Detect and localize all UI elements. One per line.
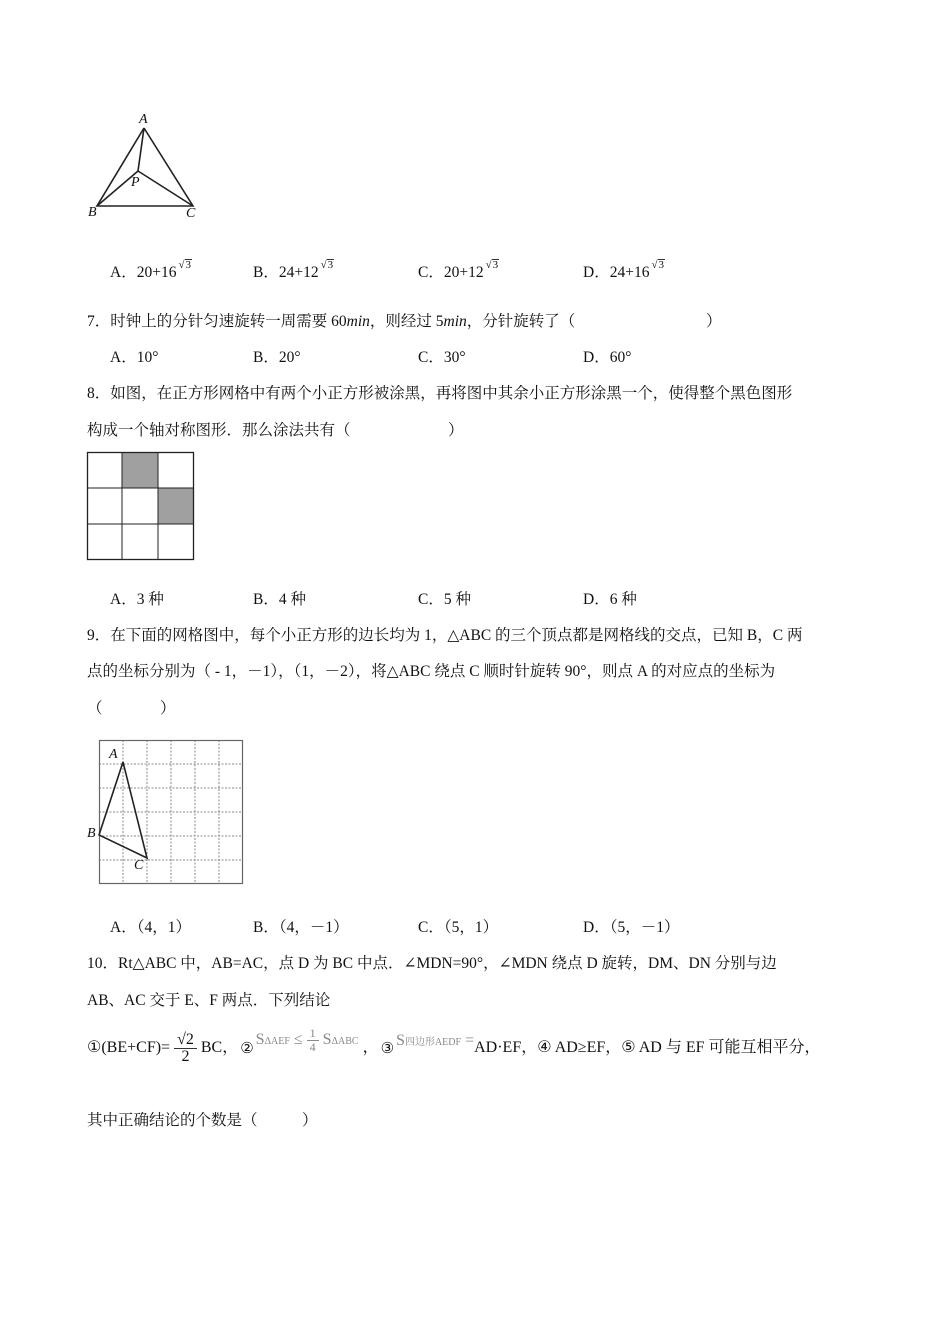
area-symbol: S bbox=[255, 1030, 265, 1048]
q9-label-c: C bbox=[134, 858, 144, 873]
option-value: 24+16 bbox=[609, 264, 650, 281]
q6-label-c: C bbox=[186, 206, 196, 221]
option-label: A．10° bbox=[110, 349, 159, 366]
option-label: D．（5，－1） bbox=[583, 919, 680, 936]
q10-answer-blank-close: ） bbox=[302, 1112, 318, 1129]
conclusion-1-prefix: ①(BE+CF)= bbox=[87, 1039, 171, 1056]
sqrt-radicand: 3 bbox=[492, 259, 499, 271]
q10-question-line4: 其中正确结论的个数是（ bbox=[87, 1112, 258, 1129]
fraction-numerator: √2 bbox=[174, 1032, 197, 1049]
triangle-apc-figure bbox=[80, 100, 220, 230]
q8-option-d[interactable] bbox=[583, 590, 637, 610]
option-label: A．3 种 bbox=[110, 591, 164, 608]
q6-option-a[interactable]: A．20+16 $^{√3}$ bbox=[110, 259, 191, 281]
subscript-abc: ΔABC bbox=[331, 1035, 359, 1047]
area-symbol: S bbox=[322, 1030, 332, 1048]
sqrt-radicand: 3 bbox=[327, 259, 334, 271]
subscript-aef: ΔAEF bbox=[264, 1035, 290, 1047]
q9-option-d[interactable] bbox=[583, 918, 679, 938]
q10-conclusions bbox=[87, 1025, 821, 1068]
option-value: 20+16 bbox=[136, 264, 177, 281]
option-letter: B． bbox=[253, 264, 279, 281]
q10-question-line1: 10．Rt△ABC 中，AB=AC，点 D 为 BC 中点．∠MDN=90°，∠MDN 绕点 D 旋转，DM、DN 分别与边 bbox=[87, 955, 777, 972]
q8-square-grid bbox=[87, 452, 195, 562]
option-letter: D． bbox=[583, 264, 610, 281]
unit-min: min bbox=[443, 313, 467, 330]
option-label: D．60° bbox=[583, 349, 632, 366]
q6-option-d[interactable]: D．24+16 $^{√3}$ bbox=[583, 259, 664, 281]
q6-option-c[interactable]: C．20+12 $^{√3}$ bbox=[418, 259, 499, 281]
q8-question-line1: 8．如图，在正方形网格中有两个小正方形被涂黑，再将图中其余小正方形涂黑一个，使得整个黑色图形 bbox=[87, 385, 793, 402]
subscript-quad-aedf: 四边形AEDF bbox=[404, 1037, 462, 1048]
unit-min: min bbox=[346, 313, 370, 330]
conclusion-1-suffix: BC， bbox=[200, 1039, 239, 1056]
fraction-denominator: 2 bbox=[181, 1047, 190, 1065]
le-sign: ≤ bbox=[293, 1030, 303, 1048]
area-symbol: S bbox=[396, 1032, 405, 1049]
q7-answer-blank-close: ） bbox=[706, 313, 722, 330]
q9-option-b[interactable] bbox=[253, 918, 349, 938]
q7-text: ，分针旋转了（ bbox=[466, 313, 576, 330]
option-letter: A． bbox=[110, 264, 137, 281]
fraction-sqrt2-over-2 bbox=[174, 1032, 197, 1065]
q7-text: ，则经过 5 bbox=[369, 313, 444, 330]
q6-option-b[interactable]: B．24+12 $^{√3}$ bbox=[253, 259, 334, 281]
conclusion-4: ④ AD≥EF， bbox=[537, 1039, 622, 1056]
fraction-numerator: 1 bbox=[307, 1027, 319, 1041]
q9-option-a[interactable] bbox=[110, 918, 191, 938]
circled-2-icon: ② bbox=[240, 1039, 254, 1057]
q8-option-c[interactable] bbox=[418, 590, 471, 610]
q8-answer-blank-close: ） bbox=[448, 422, 464, 439]
equals-sign: = bbox=[465, 1032, 475, 1049]
q8-option-a[interactable] bbox=[110, 590, 164, 610]
q9-answer-blank-close: ） bbox=[160, 700, 176, 717]
q9-option-c[interactable] bbox=[418, 918, 498, 938]
q7-text: 7．时钟上的分针匀速旋转一周需要 60 bbox=[87, 313, 347, 330]
option-value: 20+12 bbox=[443, 264, 484, 281]
q7-option-d[interactable] bbox=[583, 348, 631, 368]
q7-option-a[interactable] bbox=[110, 348, 158, 368]
q7-option-c[interactable] bbox=[418, 348, 466, 368]
sqrt-radicand: 3 bbox=[185, 259, 191, 271]
q8-question-line2: 构成一个轴对称图形．那么涂法共有（ bbox=[87, 422, 351, 439]
q8-option-b[interactable] bbox=[253, 590, 306, 610]
option-label: B．（4，－1） bbox=[253, 919, 349, 936]
q9-label-a: A bbox=[109, 747, 118, 762]
option-label: C．30° bbox=[418, 349, 466, 366]
circled-3-icon: ③ bbox=[380, 1039, 395, 1057]
option-label: C．5 种 bbox=[418, 591, 471, 608]
option-label: B．4 种 bbox=[253, 591, 306, 608]
conclusion-5: ⑤ AD 与 EF 可能互相平分， bbox=[621, 1039, 821, 1056]
q6-label-a: A bbox=[139, 112, 148, 127]
option-letter: C． bbox=[418, 264, 444, 281]
q7-question bbox=[87, 312, 575, 332]
q7-option-b[interactable] bbox=[253, 348, 301, 368]
option-label: D．6 种 bbox=[583, 591, 637, 608]
sqrt-radicand: 3 bbox=[658, 259, 664, 271]
q9-question-line1: 9．在下面的网格图中，每个小正方形的边长均为 1，△ABC 的三个顶点都是网格线的交点，已知 B，C 两 bbox=[87, 627, 803, 644]
option-label: B．20° bbox=[253, 349, 301, 366]
q10-question-line2: AB、AC 交于 E、F 两点．下列结论 bbox=[87, 992, 331, 1009]
q9-answer-blank-open: （ bbox=[87, 700, 103, 717]
fraction-denominator: 4 bbox=[309, 1039, 316, 1054]
q6-label-p: P bbox=[131, 175, 140, 190]
conclusion-3-suffix: AD·EF， bbox=[474, 1039, 538, 1056]
fraction-1-over-4 bbox=[307, 1027, 319, 1054]
option-label: C．（5，1） bbox=[418, 919, 499, 936]
q6-label-b: B bbox=[88, 205, 97, 220]
q9-question-line2: 点的坐标分别为（ - 1，－1），（1，－2），将△ABC 绕点 C 顺时针旋转 90°，则点 A 的对应点的坐标为 bbox=[87, 663, 776, 680]
option-label: A．（4，1） bbox=[110, 919, 191, 936]
q9-label-b: B bbox=[87, 826, 96, 841]
q9-coordinate-grid bbox=[99, 740, 244, 885]
separator: ， bbox=[362, 1039, 379, 1056]
option-value: 24+12 bbox=[278, 264, 319, 281]
